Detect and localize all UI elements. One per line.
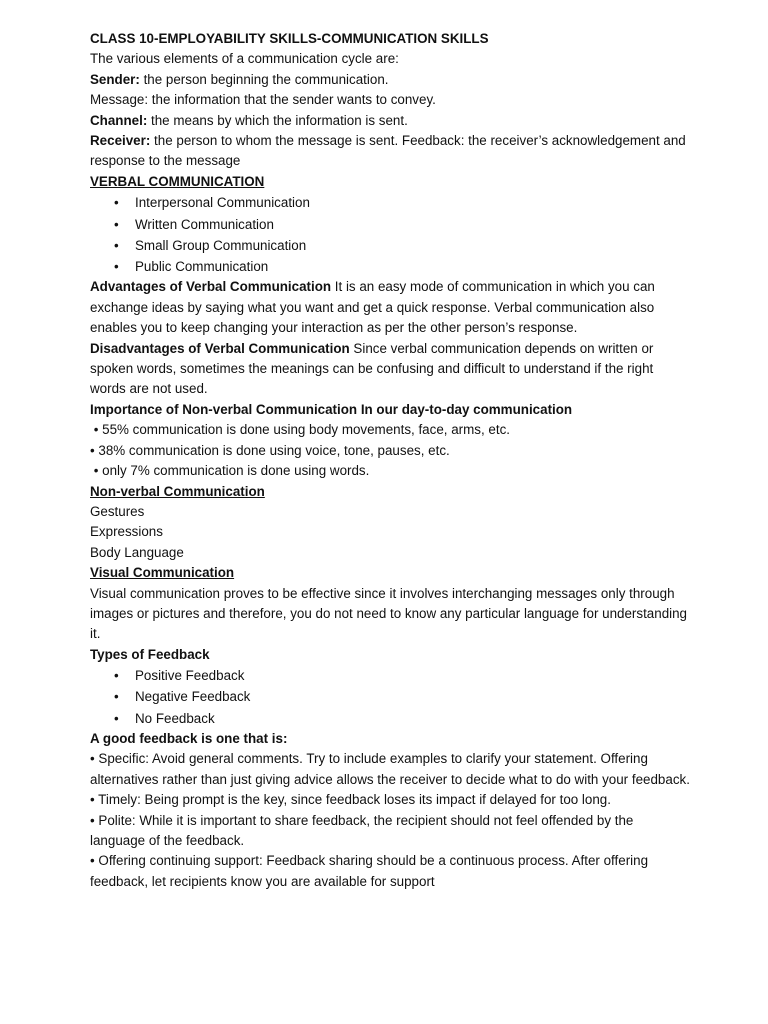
bullet-icon: • bbox=[114, 216, 119, 232]
nonverbal-importance-heading: Importance of Non-verbal Communication In our day-to-day communication bbox=[90, 401, 573, 417]
list-item: • Interpersonal Communication bbox=[90, 192, 690, 213]
good-feedback-support: • Offering continuing support: Feedback sharing should be a continuous process. After offering feedback, let recipients know you are available for support bbox=[90, 853, 649, 889]
channel-line bbox=[90, 111, 690, 131]
visual-heading: Visual Communication bbox=[90, 565, 235, 581]
receiver-label: Receiver: bbox=[90, 133, 151, 149]
nonverbal-item: Body Language bbox=[90, 544, 184, 560]
verbal-list bbox=[90, 192, 690, 277]
sender-label: Sender: bbox=[90, 71, 140, 87]
percentage-point: • 38% communication is done using voice, tone, pauses, etc. bbox=[90, 442, 450, 458]
nonverbal-item: Gestures bbox=[90, 503, 145, 519]
advantages-text: It is an easy mode of communication in which you can exchange ideas by saying what you want and get a quick response. Verbal communication also enables you to keep changing your interaction as per the other person’s response. bbox=[90, 279, 655, 336]
good-feedback-polite: • Polite: While it is important to share feedback, the recipient should not feel offended by the language of the feedback. bbox=[90, 812, 634, 849]
receiver-paragraph bbox=[90, 131, 690, 172]
advantages-label: Advantages of Verbal Communication bbox=[90, 279, 332, 295]
percentage-point: • 55% communication is done using body movements, face, arms, etc. bbox=[90, 422, 510, 438]
list-item: • Public Communication bbox=[90, 256, 690, 277]
feedback-types-list bbox=[90, 665, 690, 729]
nonverbal-heading: Non-verbal Communication bbox=[90, 483, 265, 499]
good-feedback-heading: A good feedback is one that is: bbox=[90, 731, 288, 747]
list-item: • Written Communication bbox=[90, 214, 690, 235]
sender-text: the person beginning the communication. bbox=[139, 71, 389, 87]
good-feedback-specific: • Specific: Avoid general comments. Try to include examples to clarify your statement. Offering alternatives rather than just giving advice allows the receiver to decide what to do with your feedback. bbox=[90, 751, 690, 787]
feedback-types-heading: Types of Feedback bbox=[90, 646, 210, 662]
nonverbal-item: Expressions bbox=[90, 524, 163, 540]
bullet-icon: • bbox=[114, 668, 119, 684]
list-item: • Small Group Communication bbox=[90, 235, 690, 256]
document-title: CLASS 10-EMPLOYABILITY SKILLS-COMMUNICATION SKILLS bbox=[90, 31, 489, 46]
intro-line: The various elements of a communication cycle are: bbox=[90, 51, 399, 67]
bullet-icon: • bbox=[114, 195, 119, 211]
verbal-heading: VERBAL COMMUNICATION bbox=[90, 173, 265, 189]
receiver-text: the person to whom the message is sent. Feedback: the receiver’s acknowledgement and response to the message bbox=[90, 133, 686, 169]
list-item: • Negative Feedback bbox=[90, 686, 690, 707]
bullet-icon: • bbox=[114, 259, 119, 275]
sender-line bbox=[90, 70, 690, 90]
bullet-icon: • bbox=[114, 237, 119, 253]
disadvantages-paragraph bbox=[90, 339, 690, 400]
percentage-point: • only 7% communication is done using words. bbox=[90, 463, 370, 479]
document-page bbox=[90, 29, 690, 892]
disadvantages-text: Since verbal communication depends on written or spoken words, sometimes the meanings can be confusing and difficult to understand if the right words are not used. bbox=[90, 340, 654, 397]
advantages-paragraph bbox=[90, 277, 690, 338]
message-line: Message: the information that the sender wants to convey. bbox=[90, 92, 436, 108]
list-item: • No Feedback bbox=[90, 708, 690, 729]
bullet-icon: • bbox=[114, 689, 119, 705]
visual-paragraph: Visual communication proves to be effective since it involves interchanging messages only through images or pictures and therefore, you do not need to know any particular language for understanding it. bbox=[90, 585, 688, 642]
good-feedback-timely: • Timely: Being prompt is the key, since feedback loses its impact if delayed for too long. bbox=[90, 792, 611, 808]
bullet-icon: • bbox=[114, 710, 119, 726]
channel-label: Channel: bbox=[90, 112, 148, 128]
list-item: • Positive Feedback bbox=[90, 665, 690, 686]
channel-text: the means by which the information is sent. bbox=[147, 112, 408, 128]
disadvantages-label: Disadvantages of Verbal Communication bbox=[90, 340, 350, 356]
